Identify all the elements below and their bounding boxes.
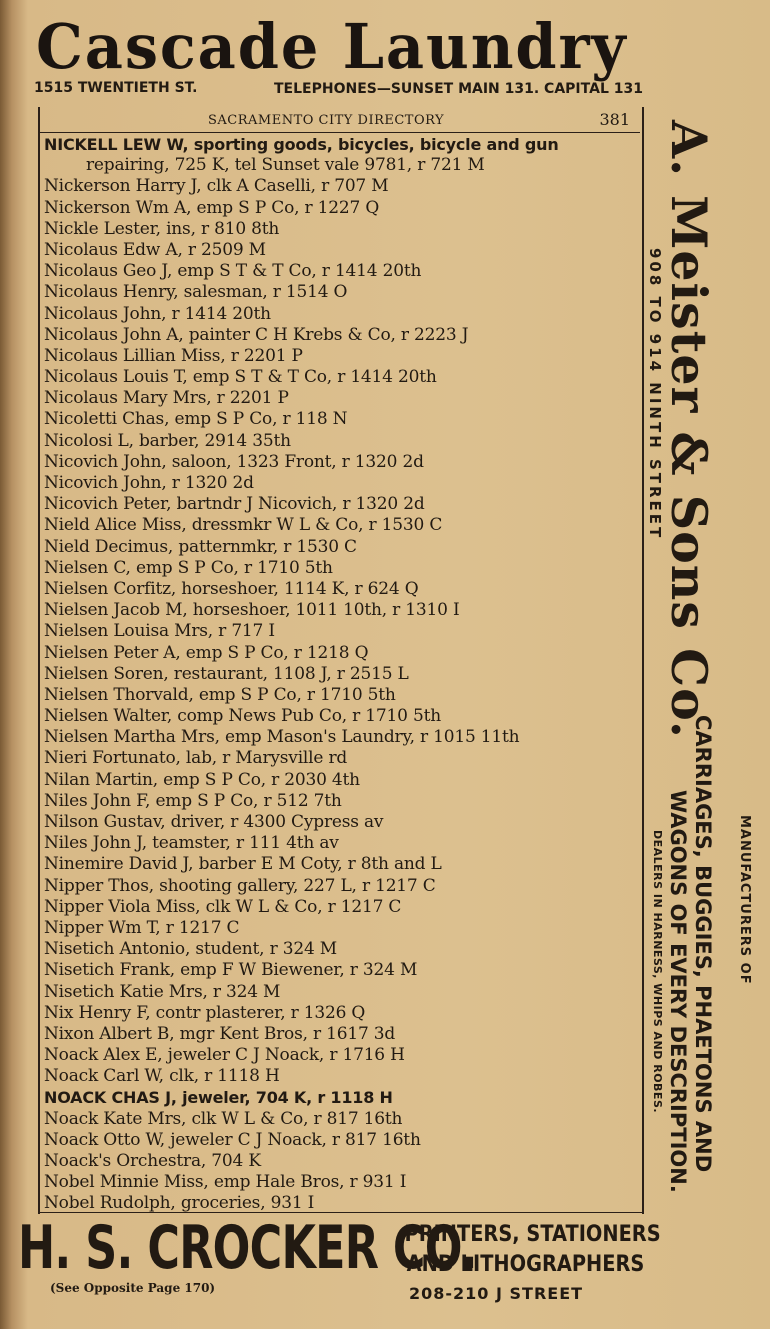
bottom-ad-address: 208-210 J STREET <box>409 1284 584 1303</box>
side-ad-dealers: DEALERS IN HARNESS, WHIPS AND ROBES. <box>651 830 664 1114</box>
directory-entry: Nicolaus John A, painter C H Krebs & Co, r 2223 J <box>44 324 469 345</box>
directory-entry: Nisetich Frank, emp F W Biewener, r 324 M <box>44 960 418 981</box>
directory-entry: Noack Carl W, clk, r 1118 H <box>44 1066 280 1087</box>
directory-entry: Nobel Rudolph, groceries, 931 I <box>44 1193 315 1214</box>
directory-entry: Nicolaus Edw A, r 2509 M <box>44 239 266 260</box>
side-ad-products-line2: WAGONS OF EVERY DESCRIPTION. <box>666 790 690 1193</box>
directory-entry: Nicolaus Geo J, emp S T & T Co, r 1414 20th <box>44 261 422 282</box>
directory-entry: Nobel Minnie Miss, emp Hale Bros, r 931 I <box>44 1172 407 1193</box>
directory-entry: Nipper Viola Miss, clk W L & Co, r 1217 C <box>44 896 402 917</box>
top-ad-address: 1515 TWENTIETH ST. <box>34 80 198 96</box>
directory-entry: Nicolosi L, barber, 2914 35th <box>44 430 291 451</box>
directory-entry: NOACK CHAS J, jeweler, 704 K, r 1118 H <box>44 1088 393 1108</box>
directory-entry: Nicolaus John, r 1414 20th <box>44 303 271 324</box>
directory-entry: repairing, 725 K, tel Sunset vale 9781, r 721 M <box>86 155 485 176</box>
bottom-ad-see-note: (See Opposite Page 170) <box>50 1281 216 1295</box>
directory-entry: Nickerson Wm A, emp S P Co, r 1227 Q <box>44 197 380 218</box>
bottom-ad-services-line1: PRINTERS, STATIONERS <box>404 1222 661 1247</box>
directory-entry: Nielsen Thorvald, emp S P Co, r 1710 5th <box>44 684 396 705</box>
side-ad-products-line1: CARRIAGES, BUGGIES, PHAETONS AND <box>691 715 715 1173</box>
directory-entry: Nielsen Jacob M, horseshoer, 1011 10th, r 1310 I <box>44 600 460 621</box>
directory-entry: Nield Alice Miss, dressmkr W L & Co, r 1530 C <box>44 515 443 536</box>
directory-entry: Nicovich Peter, bartndr J Nicovich, r 1320 2d <box>44 494 425 515</box>
directory-entry: Nilan Martin, emp S P Co, r 2030 4th <box>44 769 360 790</box>
directory-entry: Nielsen Louisa Mrs, r 717 I <box>44 621 275 642</box>
directory-entry: Nipper Thos, shooting gallery, 227 L, r 1217 C <box>44 875 436 896</box>
directory-entry: NICKELL LEW W, sporting goods, bicycles, bicycle and gun <box>44 135 559 154</box>
side-ad-name: A. Meister & Sons Co. <box>660 120 718 739</box>
directory-entry: Nisetich Katie Mrs, r 324 M <box>44 981 281 1002</box>
directory-entry: Noack Kate Mrs, clk W L & Co, r 817 16th <box>44 1108 403 1129</box>
directory-entry: Niles John J, teamster, r 111 4th av <box>44 833 339 854</box>
side-ad-manufacturers: MANUFACTURERS OF <box>737 815 752 985</box>
directory-entry: Noack Otto W, jeweler C J Noack, r 817 16th <box>44 1129 421 1150</box>
directory-entry: Nielsen Martha Mrs, emp Mason's Laundry, r 1015 11th <box>44 727 520 748</box>
directory-entry: Nicovich John, r 1320 2d <box>44 473 254 493</box>
side-ad-street: 908 TO 914 NINTH STREET <box>646 248 664 541</box>
directory-entry: Nicolaus Lillian Miss, r 2201 P <box>44 345 303 366</box>
directory-entry: Nieri Fortunato, lab, r Marysville rd <box>44 748 348 769</box>
top-ad-phones: TELEPHONES—SUNSET MAIN 131. CAPITAL 131 <box>274 81 643 97</box>
directory-title: SACRAMENTO CITY DIRECTORY <box>208 113 445 128</box>
directory-entry: Nielsen Corfitz, horseshoer, 1114 K, r 624 Q <box>44 578 419 599</box>
directory-entry: Nix Henry F, contr plasterer, r 1326 Q <box>44 1002 366 1023</box>
directory-entry: Nielsen Soren, restaurant, 1108 J, r 2515 L <box>44 663 409 684</box>
bottom-ad-services-line2: AND LITHOGRAPHERS <box>406 1252 645 1277</box>
directory-entry: Nilson Gustav, driver, r 4300 Cypress av <box>44 812 384 832</box>
directory-entry: Nicolaus Mary Mrs, r 2201 P <box>44 388 289 409</box>
directory-entry: Nicovich John, saloon, 1323 Front, r 1320 2d <box>44 451 424 472</box>
directory-entry: Nield Decimus, patternmkr, r 1530 C <box>44 536 357 557</box>
directory-entries <box>44 134 640 1215</box>
top-ad-name: Cascade Laundry <box>36 10 628 83</box>
directory-entry: Nipper Wm T, r 1217 C <box>44 917 240 938</box>
directory-entry: Nixon Albert B, mgr Kent Bros, r 1617 3d <box>44 1023 396 1044</box>
page-number: 381 <box>599 110 630 129</box>
directory-entry: Nicoletti Chas, emp S P Co, r 118 N <box>44 409 348 430</box>
bottom-ad-services <box>404 1220 661 1280</box>
directory-entry: Nicolaus Henry, salesman, r 1514 O <box>44 282 348 303</box>
directory-entry: Noack's Orchestra, 704 K <box>44 1151 261 1171</box>
directory-entry: Noack Alex E, jeweler C J Noack, r 1716 H <box>44 1045 405 1066</box>
directory-entry: Nielsen Peter A, emp S P Co, r 1218 Q <box>44 642 369 663</box>
directory-entry: Nickle Lester, ins, r 810 8th <box>44 218 280 239</box>
directory-entry: Niles John F, emp S P Co, r 512 7th <box>44 790 342 811</box>
directory-entry: Nielsen Walter, comp News Pub Co, r 1710 5th <box>44 706 441 727</box>
bottom-ad-name: H. S. CROCKER CO. <box>18 1213 477 1283</box>
directory-entry: Nisetich Antonio, student, r 324 M <box>44 939 337 960</box>
directory-entry: Nielsen C, emp S P Co, r 1710 5th <box>44 557 333 578</box>
directory-entry: Ninemire David J, barber E M Coty, r 8th and L <box>44 854 442 875</box>
directory-entry: Nickerson Harry J, clk A Caselli, r 707 M <box>44 176 389 197</box>
directory-entry: Nicolaus Louis T, emp S T & T Co, r 1414 20th <box>44 367 437 388</box>
directory-header <box>40 110 640 133</box>
